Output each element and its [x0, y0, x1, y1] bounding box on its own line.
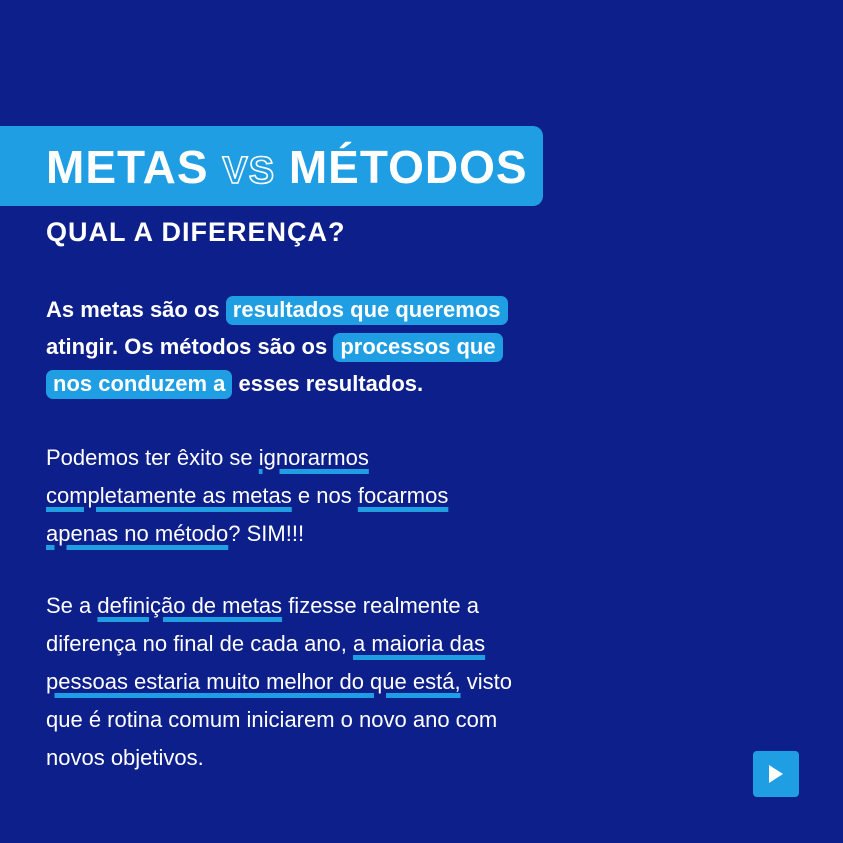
page-title	[46, 139, 528, 199]
text-line	[46, 328, 646, 365]
text-segment: esses resultados.	[238, 371, 424, 396]
text-segment: atingir. Os métodos são os	[46, 334, 328, 359]
text-segment: As metas são os	[46, 297, 220, 322]
text-line	[46, 625, 646, 663]
text-segment: ? SIM!!!	[228, 521, 305, 546]
underline-only-method: apenas no método	[46, 521, 229, 546]
paragraph-goals-definition	[46, 291, 646, 402]
text-segment: Podemos ter êxito se	[46, 445, 253, 470]
text-segment: Se a	[46, 593, 92, 618]
title-metas: METAS	[46, 141, 209, 193]
underline-focus: focarmos	[357, 483, 449, 508]
underline-completely-goals: completamente as metas	[46, 483, 292, 508]
text-line	[46, 365, 646, 402]
play-arrow-icon	[768, 764, 784, 784]
underline-goal-definition: definição de metas	[97, 593, 283, 618]
text-line	[46, 439, 646, 477]
text-segment: diferença no final de cada ano,	[46, 631, 347, 656]
underline-ignore: ignorarmos	[258, 445, 369, 470]
text-segment: e nos	[297, 483, 352, 508]
text-line	[46, 587, 646, 625]
title-vs: VS	[222, 150, 276, 192]
highlight-results: resultados que queremos	[226, 296, 508, 325]
title-metodos: MÉTODOS	[288, 141, 528, 193]
highlight-processes: processos que	[333, 333, 502, 362]
text-line: que é rotina comum iniciarem o novo ano com	[46, 707, 498, 732]
highlight-lead-to: nos conduzem a	[46, 370, 232, 399]
paragraph-goal-setting	[46, 587, 646, 777]
text-line	[46, 515, 646, 553]
underline-people-better: pessoas estaria muito melhor do que está,	[46, 669, 461, 694]
text-segment: visto	[466, 669, 512, 694]
text-line	[46, 291, 646, 328]
text-segment: fizesse realmente a	[288, 593, 479, 618]
subtitle: QUAL A DIFERENÇA?	[46, 217, 346, 247]
next-slide-button[interactable]	[753, 751, 799, 797]
paragraph-success-question	[46, 439, 646, 553]
underline-majority: a maioria das	[353, 631, 486, 656]
text-line	[46, 663, 646, 701]
text-line	[46, 477, 646, 515]
text-line: novos objetivos.	[46, 745, 204, 770]
